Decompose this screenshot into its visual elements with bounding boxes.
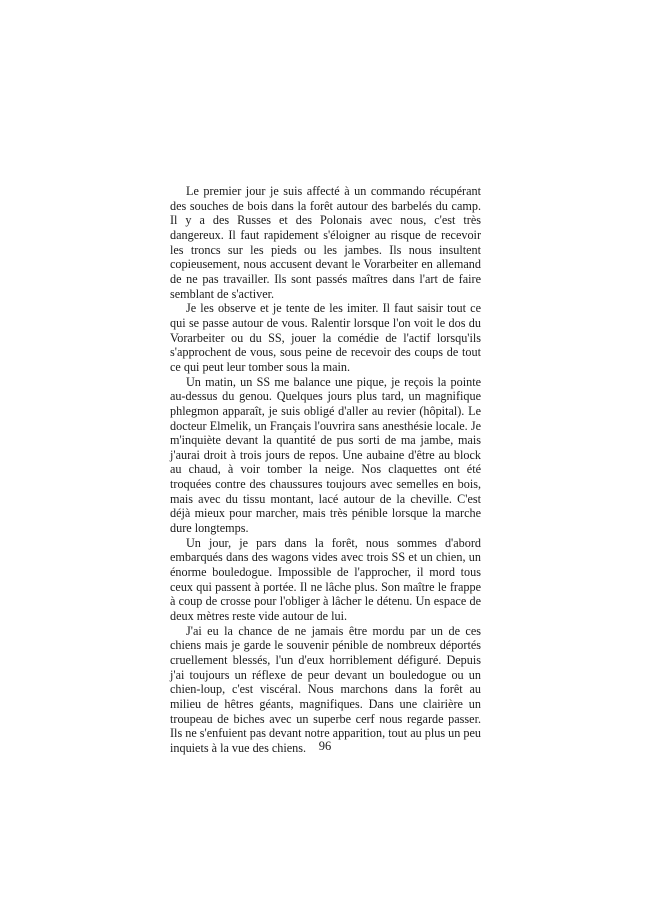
- body-text: [170, 184, 481, 756]
- page-number: 96: [318, 739, 332, 753]
- paragraph: Je les observe et je tente de les imiter. Il faut saisir tout ce qui se passe autour de vous. Ralentir lorsque l'on voit le dos du Vorarbeiter ou du SS, jouer la comédie de l'actif lorsqu'ils s'approchent de vous, sous peine de recevoir des coups de tout ce qui peut leur tomber sous la main.: [170, 301, 481, 374]
- paragraph: Un matin, un SS me balance une pique, je reçois la pointe au-dessus du genou. Quelques jours plus tard, un magnifique phlegmon apparaît, je suis obligé d'aller au revier (hôpital). Le docteur Elmelik, un Français l'ouvrira sans anesthésie locale. Je m'inquiète devant la quantité de pus sorti de ma jambe, mais j'aurai droit à trois jours de repos. Une aubaine d'être au block au chaud, à voir tomber la neige. Nos claquettes ont été troquées contre des chaussures toujours avec semelles en bois, mais avec du tissu montant, lacé autour de la cheville. C'est déjà mieux pour marcher, mais très pénible lorsque la marche dure longtemps.: [170, 374, 481, 536]
- paragraph: Le premier jour je suis affecté à un commando récupérant des souches de bois dans la forêt autour des barbelés du camp. Il y a des Russes et des Polonais avec nous, c'est très dangereux. Il faut rapidement s'éloigner au risque de recevoir les troncs sur les pieds ou les jambes. Ils nous insultent copieusement, nous accusent devant le Vorarbeiter en allemand de ne pas travailler. Ils sont passés maîtres dans l'art de faire semblant de s'activer.: [170, 184, 481, 301]
- paragraph: Un jour, je pars dans la forêt, nous sommes d'abord embarqués dans des wagons vides avec trois SS et un chien, un énorme bouledogue. Impossible de l'approcher, il mord tous ceux qui passent à portée. Il ne lâche plus. Son maître le frappe à coup de crosse pour l'obliger à lâcher le détenu. Un espace de deux mètres reste vide autour de lui.: [170, 535, 481, 624]
- paragraph: J'ai eu la chance de ne jamais être mordu par un de ces chiens mais je garde le souvenir pénible de nombreux déportés cruellement blessés, l'un d'eux horriblement défiguré. Depuis j'ai toujours un réflexe de peur devant un bouledogue ou un chien-loup, c'est viscéral. Nous marchons dans la forêt au milieu de hêtres géants, magnifiques. Dans une clairière un troupeau de biches avec un superbe cerf nous regarde passer. Ils ne s'enfuient pas devant notre apparition, tout au plus un peu inquiets à la vue des chiens.: [170, 623, 481, 755]
